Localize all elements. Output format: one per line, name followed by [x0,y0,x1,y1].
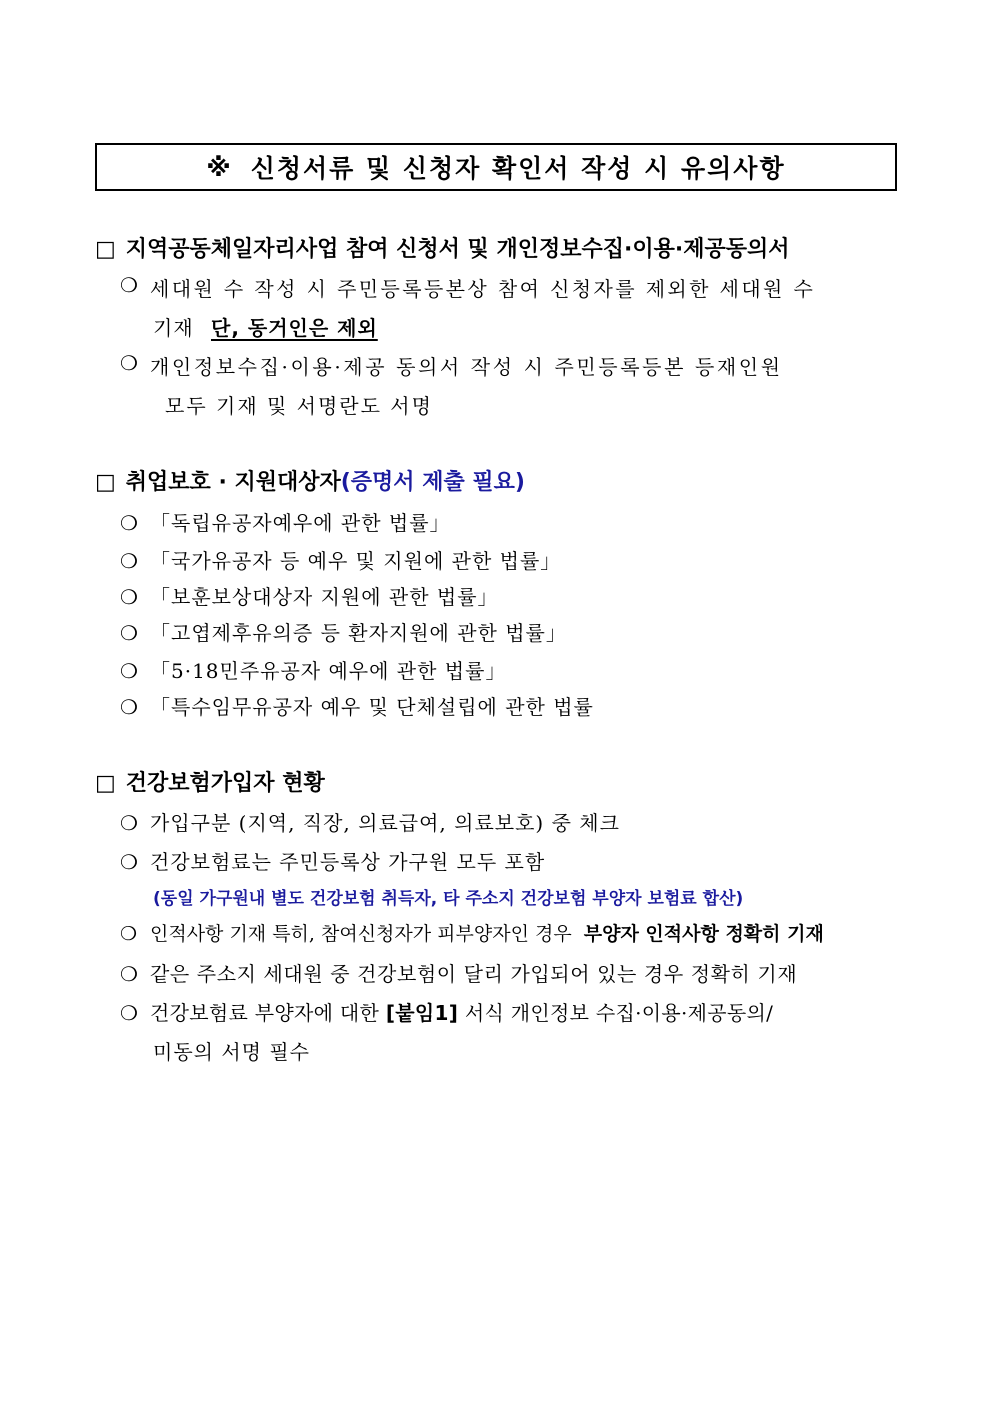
section1-item1-emphasis: 단, 동거인은 제외 [211,316,378,340]
reference-mark-icon: ※ [206,152,233,182]
section1-item1 [120,273,897,302]
list-item-text: 「독립유공자예우에 관한 법률」 [150,511,451,535]
list-item [120,507,451,536]
section3-item4 [120,958,797,987]
section3-item5-line2: 미동의 서명 필수 [153,1040,310,1064]
section3-item1 [120,807,620,836]
section1-item2-line1: 개인정보수집·이용·제공 동의서 작성 시 주민등록등본 등재인원 [150,355,783,379]
list-item [120,655,506,684]
circle-bullet-icon: ❍ [120,850,139,874]
circle-bullet-icon: ❍ [120,621,139,645]
circle-bullet-icon: ❍ [120,923,138,945]
section3-item4-text: 같은 주소지 세대원 중 건강보험이 달리 가입되어 있는 경우 정확히 기재 [150,962,798,986]
section3-item2 [120,846,545,875]
section2-heading [95,465,525,496]
section1-item2 [120,351,897,380]
section1-item1-line2-prefix: 기재 [153,316,194,340]
circle-bullet-icon: ❍ [120,511,139,535]
list-item-text: 「보훈보상대상자 지원에 관한 법률」 [150,585,499,609]
circle-bullet-icon: ❍ [120,1001,139,1025]
section2-heading-text: 취업보호 · 지원대상자 [125,470,341,495]
section1-item2-line2: 모두 기재 및 서명란도 서명 [165,394,433,418]
circle-bullet-icon: ❍ [120,351,139,375]
section1-item1-line1: 세대원 수 작성 시 주민등록등본상 참여 신청자를 제외한 세대원 수 [150,277,816,301]
section3-item3 [120,919,824,946]
section3-note: (동일 가구원내 별도 건강보험 취득자, 타 주소지 건강보험 부양자 보험료 합산) [153,889,744,909]
list-item [120,617,567,646]
list-item-text: 「국가유공자 등 예우 및 지원에 관한 법률」 [150,549,562,573]
circle-bullet-icon: ❍ [120,695,139,719]
list-item [120,545,561,574]
list-item-text: 「특수임무유공자 예우 및 단체설립에 관한 법률 [150,695,594,719]
checkbox-square-icon: □ [95,470,116,495]
checkbox-square-icon: □ [95,771,116,796]
circle-bullet-icon: ❍ [120,549,139,573]
section3-item3-text: 인적사항 기재 특히, 참여신청자가 피부양자인 경우 [150,923,572,945]
section3-item5 [120,997,773,1026]
section3-item5-suffix: 서식 개인정보 수집·이용·제공동의/ [464,1001,774,1025]
list-item [120,581,499,610]
checkbox-square-icon: □ [95,237,116,262]
circle-bullet-icon: ❍ [120,811,139,835]
section2-heading-note: (증명서 제출 필요) [340,470,525,495]
list-item-text: 「고엽제후유의증 등 환자지원에 관한 법률」 [150,621,567,645]
section1-item1-line2 [153,312,378,341]
section3-item5-prefix: 건강보험료 부양자에 대한 [150,1001,380,1025]
page-title [95,143,897,191]
circle-bullet-icon: ❍ [120,585,139,609]
circle-bullet-icon: ❍ [120,273,139,297]
section3-item1-text: 가입구분 (지역, 직장, 의료급여, 의료보호) 중 체크 [150,811,620,835]
circle-bullet-icon: ❍ [120,962,139,986]
list-item [120,691,594,720]
page-title-text: 신청서류 및 신청자 확인서 작성 시 유의사항 [250,154,786,183]
section3-heading [95,766,325,797]
section3-item3-emphasis: 부양자 인적사항 정확히 기재 [583,923,824,945]
section1-heading-text: 지역공동체일자리사업 참여 신청서 및 개인정보수집·이용·제공동의서 [125,237,790,262]
section3-item5-emphasis: [붙임1] [385,1001,459,1025]
section1-heading [95,232,789,263]
list-item-text: 「5·18민주유공자 예우에 관한 법률」 [150,659,507,683]
section3-heading-text: 건강보험가입자 현황 [125,771,325,796]
circle-bullet-icon: ❍ [120,659,139,683]
section3-item2-text: 건강보험료는 주민등록상 가구원 모두 포함 [150,850,546,874]
